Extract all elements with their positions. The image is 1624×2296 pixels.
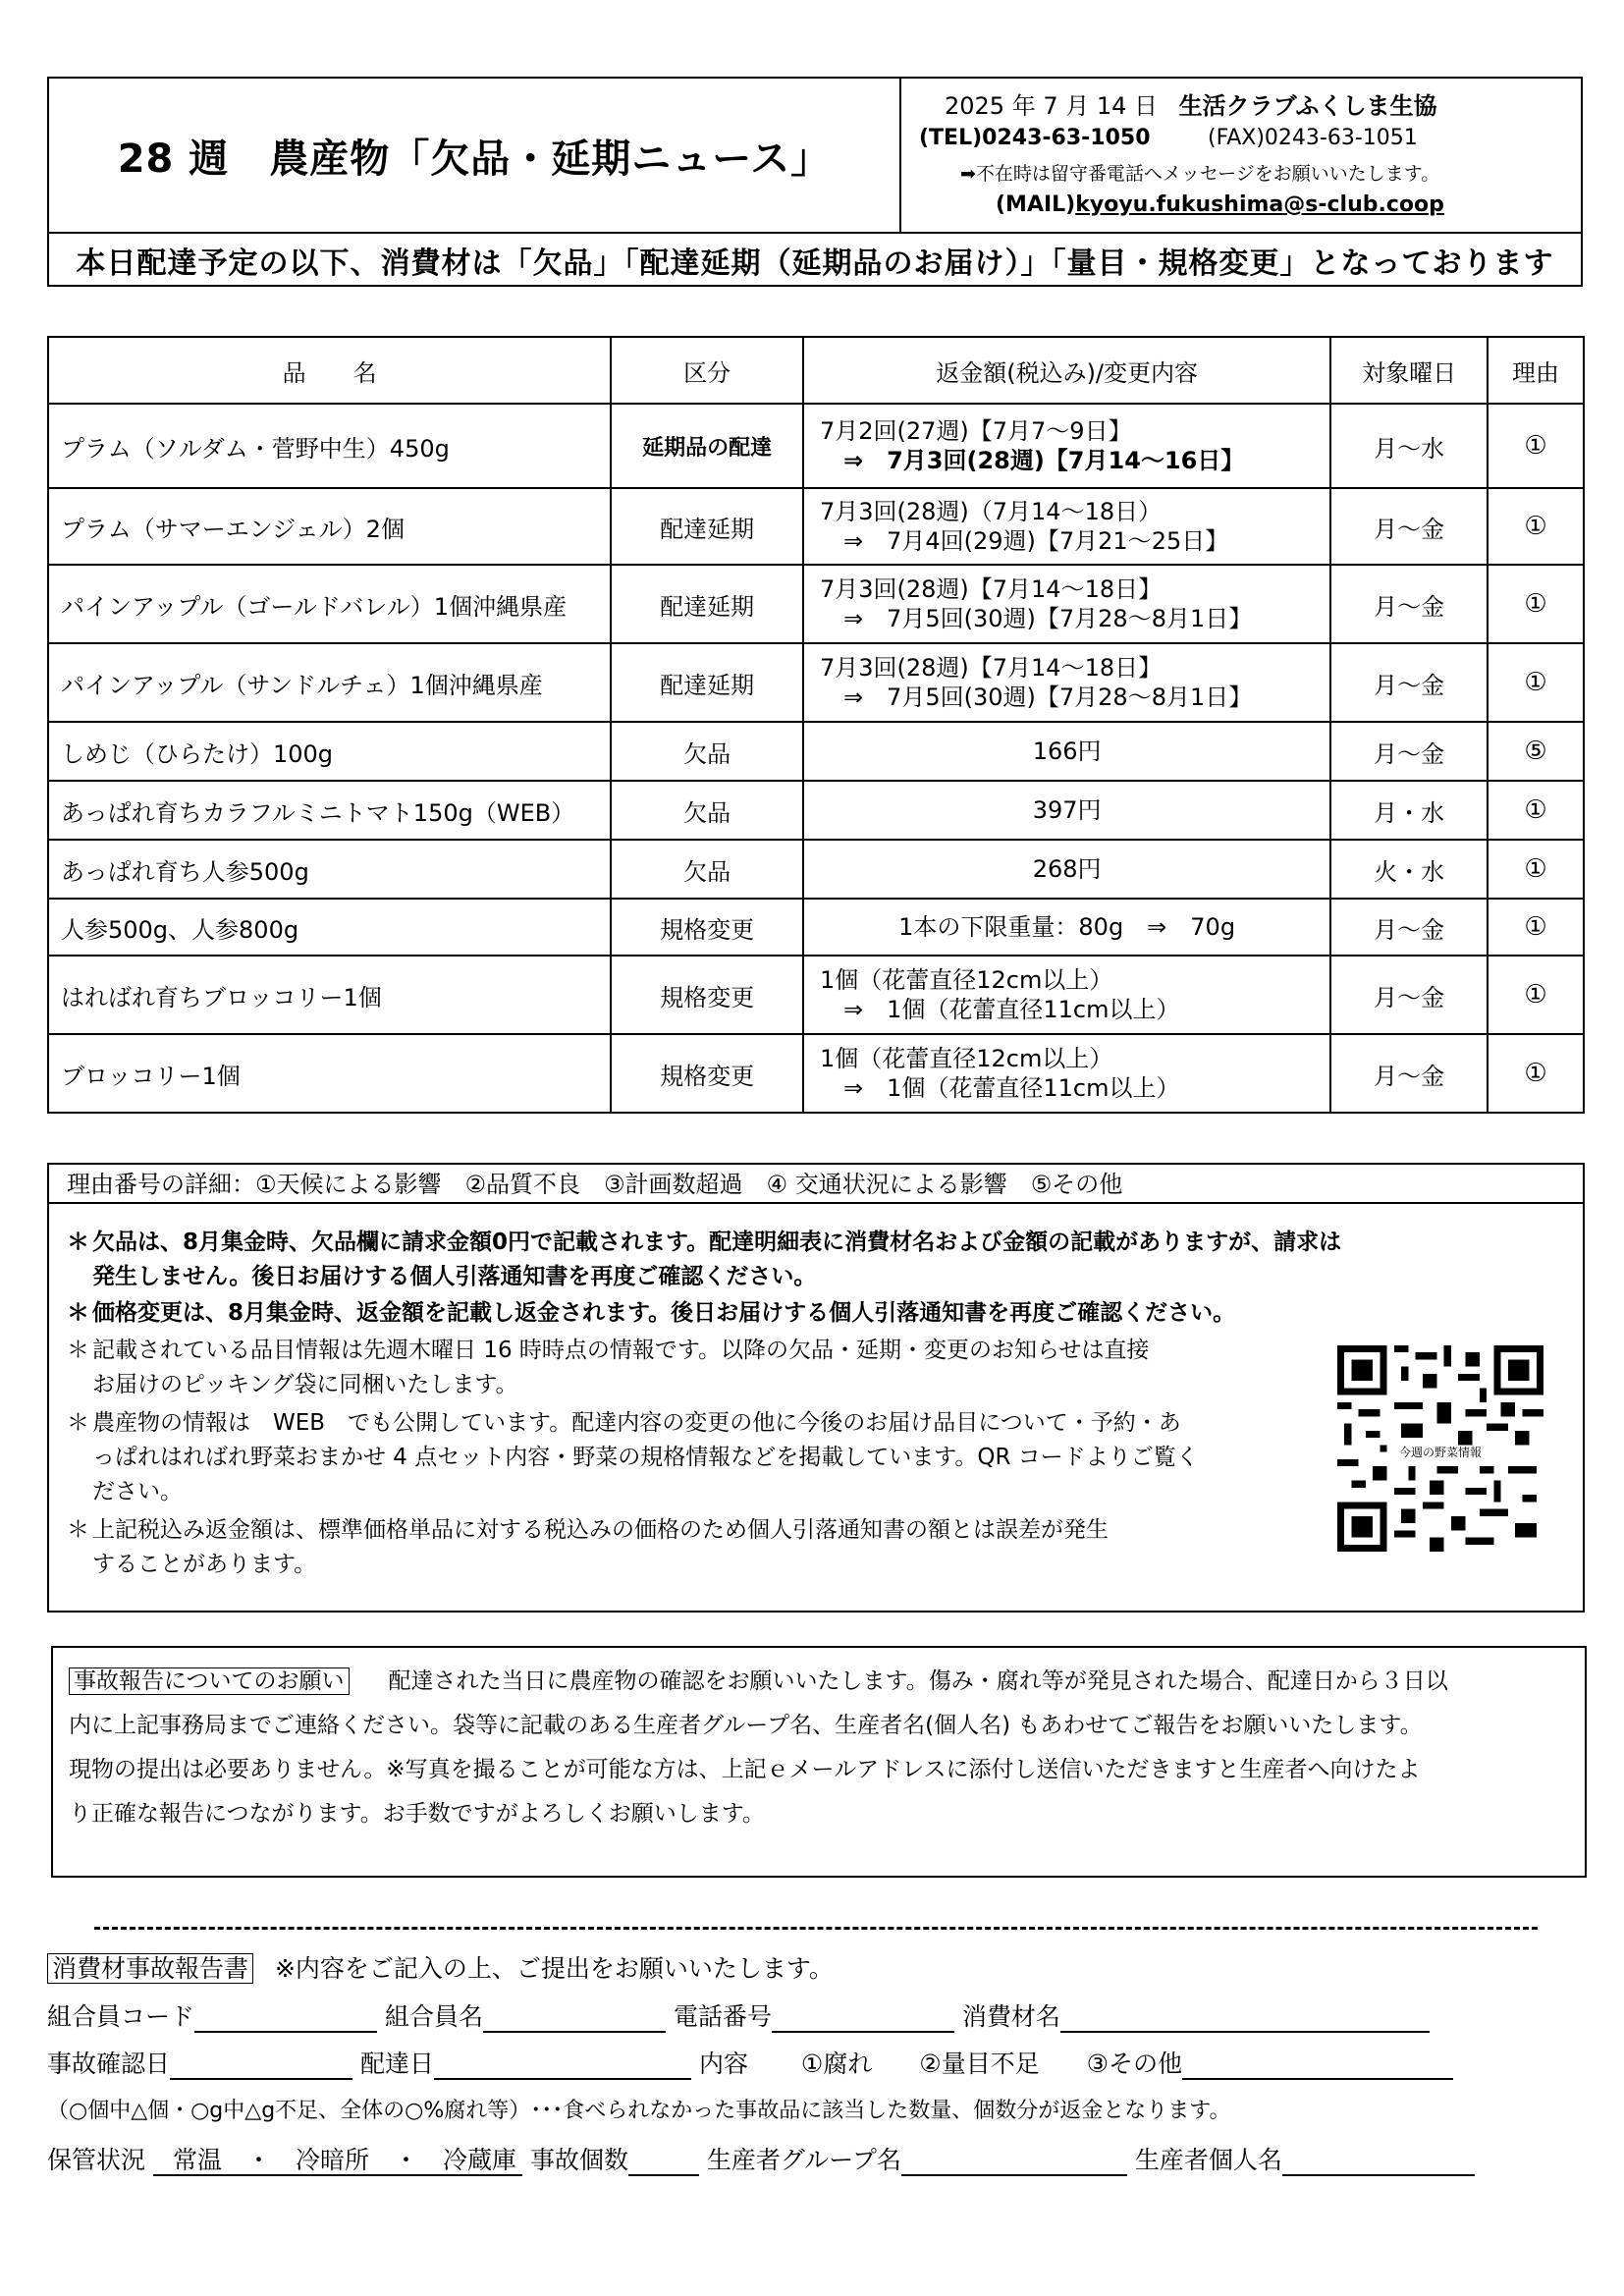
header-subtitle: 本日配達予定の以下、消費材は「欠品」「配達延期（延期品のお届け）」「量目・規格変更」となっております (49, 232, 1581, 287)
header-reason: 理由 (1488, 337, 1584, 404)
table-row (48, 565, 1584, 643)
items-table (47, 336, 1585, 1114)
storage-options[interactable]: 常温 ・ 冷暗所 ・ 冷蔵庫 (153, 2146, 522, 2176)
item-days: 火・水 (1330, 840, 1488, 899)
item-name: ブロッコリー1個 (48, 1034, 611, 1113)
item-days: 月～水 (1330, 404, 1488, 488)
item-category: 配達延期 (611, 488, 803, 565)
accident-request-text: 事故報告についてのお願い 配達された当日に農産物の確認をお願いいたします。傷み・腐れ等が発見された場合、配達日から３日以 内に上記事務局までご連絡ください。袋等に記載のある生産者グループ名、生産者名(個人名) もあわせてご報告をお願いいたします。 現物の提出は必要ありません。※写真を撮ることが可能な方は、上記ｅメールアドレスに添付し送信いただきますと生産者へ向けたよ り正確な報告につながります。お手数ですがよろしくお願いします。 (69, 1668, 1448, 1827)
item-category: 欠品 (611, 781, 803, 840)
item-reason: ① (1488, 404, 1584, 488)
option-other[interactable]: ③その他 (1086, 2050, 1183, 2078)
absent-note: ➡不在時は留守番電話へメッセージをお願いいたします。 (960, 163, 1440, 185)
item-name: パインアップル（ゴールドバレル）1個沖縄県産 (48, 565, 611, 643)
item-reason: ① (1488, 1034, 1584, 1113)
note-shortage: ＊ 欠品は、8月集金時、欠品欄に請求金額0円で記載されます。配達明細表に消費材名および金額の記載がありますが、請求は (67, 1230, 1342, 1255)
option-shortage[interactable]: ②量目不足 (919, 2050, 1040, 2078)
item-detail: 7月3回(28週)（7月14～18日） ⇒ 7月4回(29週)【7月21～25日】 (803, 488, 1330, 565)
note-info-timing: ＊ 記載されている品目情報は先週木曜日 16 時時点の情報です。以降の欠品・延期・変更のお知らせは直接 (67, 1338, 1150, 1363)
quantity-note: （○個中△個・○g中△g不足、全体の○%腐れ等）･･･食べられなかった事故品に該当した数量、個数分が返金となります。 (47, 2099, 1231, 2123)
product-field[interactable] (1060, 2005, 1430, 2033)
item-reason: ① (1488, 488, 1584, 565)
item-detail: 1本の下限重量：80g ⇒ 70g (803, 899, 1330, 956)
item-days: 月～金 (1330, 565, 1488, 643)
org-name: 生活クラブふくしま生協 (1178, 92, 1437, 120)
item-name: パインアップル（サンドルチェ）1個沖縄県産 (48, 643, 611, 722)
accident-count-field[interactable] (628, 2149, 699, 2176)
qr-caption: 今週の野菜情報 (1398, 1446, 1482, 1459)
table-row (48, 899, 1584, 956)
header-days: 対象曜日 (1330, 337, 1488, 404)
header-name: 品 名 (48, 337, 611, 404)
delivery-date-field[interactable] (434, 2052, 691, 2080)
form-row-2: 事故確認日 配達日 内容 ①腐れ ②量目不足 ③その他 (47, 2045, 1453, 2080)
item-days: 月・水 (1330, 781, 1488, 840)
cut-line (94, 1927, 1538, 1930)
item-category: 欠品 (611, 840, 803, 899)
item-name: はればれ育ちブロッコリー1個 (48, 956, 611, 1034)
header-category: 区分 (611, 337, 803, 404)
item-reason: ① (1488, 899, 1584, 956)
item-category: 延期品の配達 (611, 404, 803, 488)
item-days: 月～金 (1330, 643, 1488, 722)
member-code-field[interactable] (194, 2005, 377, 2033)
table-row (48, 781, 1584, 840)
table-row (48, 404, 1584, 488)
mail-label: (MAIL) (996, 192, 1076, 217)
item-reason: ⑤ (1488, 722, 1584, 781)
item-reason: ① (1488, 643, 1584, 722)
item-detail: 7月3回(28週)【7月14～18日】 ⇒ 7月5回(30週)【7月28～8月1日】 (803, 565, 1330, 643)
table-row (48, 1034, 1584, 1113)
note-tax-cont: することがあります。 (92, 1552, 317, 1577)
table-row (48, 722, 1584, 781)
note-web-cont: っぱれはればれ野菜おまかせ 4 点セット内容・野菜の規格情報などを掲載しています。QR コードよりご覧く (92, 1445, 1199, 1470)
item-category: 配達延期 (611, 565, 803, 643)
item-days: 月～金 (1330, 899, 1488, 956)
item-detail: 7月2回(27週)【7月7～9日】 ⇒ 7月3回(28週)【7月14～16日】 (803, 404, 1330, 488)
reason-legend: 理由番号の詳細：①天候による影響 ②品質不良 ③計画数超過 ④ 交通状況による影響 ⑤その他 (49, 1165, 1583, 1204)
page-title: 28 週 農産物「欠品・延期ニュース」 (49, 79, 901, 232)
issue-date: 2025 年 7 月 14 日 (945, 92, 1159, 120)
member-name-field[interactable] (483, 2005, 666, 2033)
item-category: 規格変更 (611, 899, 803, 956)
item-days: 月～金 (1330, 956, 1488, 1034)
item-category: 配達延期 (611, 643, 803, 722)
item-name: あっぱれ育ちカラフルミニトマト150g（WEB） (48, 781, 611, 840)
item-category: 規格変更 (611, 956, 803, 1034)
item-days: 月～金 (1330, 722, 1488, 781)
tel-number: (TEL)0243-63-1050 (919, 126, 1151, 150)
item-reason: ① (1488, 565, 1584, 643)
item-name: プラム（ソルダム・菅野中生）450g (48, 404, 611, 488)
form-note: ※内容をご記入の上、ご提出をお願いいたします。 (274, 1954, 834, 1983)
table-row (48, 488, 1584, 565)
form-title: 消費材事故報告書 (47, 1953, 253, 1984)
phone-field[interactable] (772, 2005, 954, 2033)
item-detail: 1個（花蕾直径12cm以上） ⇒ 1個（花蕾直径11cm以上） (803, 1034, 1330, 1113)
note-web-cont2: ださい。 (92, 1479, 183, 1504)
mail-link[interactable]: kyoyu.fukushima@s-club.coop (1075, 192, 1444, 217)
note-tax: ＊ 上記税込み返金額は、標準価格単品に対する税込みの価格のため個人引落通知書の額とは誤差が発生 (67, 1517, 1109, 1543)
form-heading (47, 1949, 834, 1985)
note-shortage-cont: 発生しません。後日お届けする個人引落通知書を再度ご確認ください。 (92, 1264, 817, 1289)
item-days: 月～金 (1330, 1034, 1488, 1113)
item-name: 人参500g、人参800g (48, 899, 611, 956)
item-name: プラム（サマーエンジェル）2個 (48, 488, 611, 565)
item-detail: 7月3回(28週)【7月14～18日】 ⇒ 7月5回(30週)【7月28～8月1日】 (803, 643, 1330, 722)
table-header-row (48, 337, 1584, 404)
table-row (48, 956, 1584, 1034)
item-reason: ① (1488, 781, 1584, 840)
table-row (48, 643, 1584, 722)
producer-name-field[interactable] (1282, 2149, 1475, 2176)
note-info-timing-cont: お届けのピッキング袋に同梱いたします。 (92, 1372, 518, 1397)
note-web: ＊ 農産物の情報は WEB でも公開しています。配達内容の変更の他に今後のお届け品目について・予約・あ (67, 1410, 1181, 1436)
item-category: 規格変更 (611, 1034, 803, 1113)
option-rot[interactable]: ①腐れ (800, 2050, 873, 2078)
item-name: あっぱれ育ち人参500g (48, 840, 611, 899)
fax-number: (FAX)0243-63-1051 (1208, 126, 1418, 150)
header-contact (901, 79, 1581, 232)
producer-group-field[interactable] (901, 2149, 1127, 2176)
header-detail: 返金額(税込み)/変更内容 (803, 337, 1330, 404)
item-detail: 268円 (803, 840, 1330, 899)
item-category: 欠品 (611, 722, 803, 781)
other-field[interactable] (1182, 2052, 1453, 2080)
accident-request-label: 事故報告についてのお願い (69, 1667, 350, 1695)
item-detail: 397円 (803, 781, 1330, 840)
item-detail: 166円 (803, 722, 1330, 781)
form-row-1: 組合員コード 組合員名 電話番号 消費材名 (47, 1997, 1430, 2033)
item-detail: 1個（花蕾直径12cm以上） ⇒ 1個（花蕾直径11cm以上） (803, 956, 1330, 1034)
form-row-3: 保管状況 常温 ・ 冷暗所 ・ 冷蔵庫 事故個数 生産者グループ名 生産者個人名 (47, 2141, 1475, 2176)
item-days: 月～金 (1330, 488, 1488, 565)
table-row (48, 840, 1584, 899)
item-name: しめじ（ひらたけ）100g (48, 722, 611, 781)
confirm-date-field[interactable] (170, 2052, 352, 2080)
note-price-change: ＊ 価格変更は、8月集金時、返金額を記載し返金されます。後日お届けする個人引落通知書を再度ご確認ください。 (67, 1300, 1236, 1326)
item-reason: ① (1488, 956, 1584, 1034)
item-reason: ① (1488, 840, 1584, 899)
